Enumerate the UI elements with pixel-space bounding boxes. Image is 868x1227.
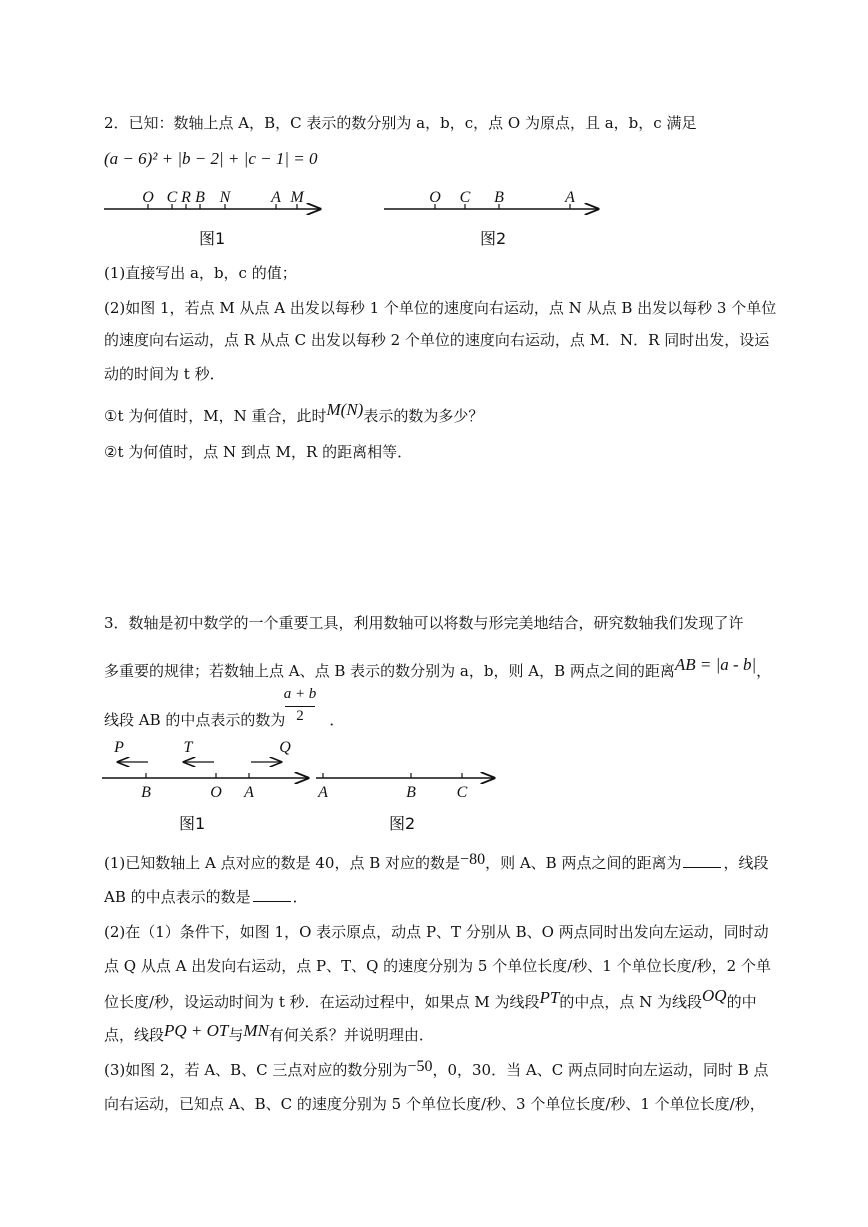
label-B: B (406, 784, 416, 801)
label-A: A (244, 784, 254, 801)
q3-part2-line1: (2)在（1）条件下，如图 1，O 表示原点，动点 P、T 分别从 B、O 两点同时出发向左运动，同时动 (104, 923, 769, 941)
q3-p2-expr: PQ + OT (164, 1021, 229, 1040)
label-B: B (141, 784, 151, 801)
q3-figure-1 (100, 735, 315, 805)
q3-frac-numerator: a + b (283, 686, 317, 702)
q2-fig2-caption: 图2 (480, 229, 507, 248)
q3-figure-2 (312, 735, 502, 805)
q3-stem-line2 (104, 655, 772, 681)
q3-fig1-caption: 图1 (179, 814, 206, 833)
q3-part2-line2: 点 Q 从点 A 出发向右运动，点 P、T、Q 的速度分别为 5 个单位长度/秒、1 个单位长度/秒，2 个单 (104, 957, 771, 975)
label-T: T (183, 739, 193, 756)
label-A: A (565, 189, 575, 206)
q2-fig1-caption: 图1 (199, 229, 226, 248)
q3-part3-line2: 向右运动，已知点 A、B、C 的速度分别为 5 个单位长度/秒、3 个单位长度/秒、1 个单位长度/秒， (104, 1095, 765, 1113)
label-M: M (290, 189, 304, 206)
q2-part2-line3: 动的时间为 t 秒． (104, 365, 225, 383)
q3-part2-line4 (104, 1021, 434, 1045)
q3-p2-l3-post: 的中 (726, 993, 757, 1011)
q2-part2-line1: (2)如图 1，若点 M 从点 A 出发以每秒 1 个单位的速度向右运动，点 N 从点 B 出发以每秒 3 个单位 (104, 299, 777, 317)
q3-part1-line1 (104, 852, 769, 873)
q2-part2-line2: 的速度向右运动，点 R 从点 C 出发以每秒 2 个单位的速度向右运动，点 M．N．R 同时出发，设运 (104, 331, 770, 349)
label-C: C (166, 189, 178, 206)
label-B: B (494, 189, 504, 206)
q3-p1-mid: ，则 A、B 两点之间的距离为 (485, 854, 682, 872)
label-O: O (210, 784, 222, 801)
q3-p1-pre: (1)已知数轴上 A 点对应的数是 40，点 B 对应的数是 (104, 854, 461, 872)
q3-p2-pt: PT (539, 988, 560, 1007)
q3-l2-pre: 多重要的规律；若数轴上点 A、点 B 表示的数分别为 a，b，则 A，B 两点之间的距离 (104, 662, 675, 680)
label-O: O (142, 189, 154, 206)
q3-frac-bar (285, 706, 315, 707)
label-A: A (318, 784, 328, 801)
q3-part1-line2 (104, 886, 308, 907)
label-R: R (181, 189, 191, 206)
label-A: A (271, 189, 281, 206)
label-P: P (114, 739, 124, 756)
label-B: B (195, 189, 205, 206)
q3-p1-l2-post: ． (292, 888, 308, 906)
q3-frac-denominator: 2 (296, 708, 304, 724)
q3-p3-post: ，0，30．当 A、C 两点同时向左运动，同时 B 点 (432, 1061, 769, 1079)
q3-fig2-caption: 图2 (389, 814, 416, 833)
q2-subquestion-1 (104, 400, 484, 426)
q3-part3-line1 (104, 1059, 769, 1080)
q3-p2-oq: OQ (702, 986, 727, 1005)
label-O: O (429, 189, 441, 206)
answer-blank-1[interactable] (683, 855, 721, 868)
answer-blank-2[interactable] (253, 889, 291, 902)
q2-subquestion-2: ②t 为何值时，点 N 到点 M，R 的距离相等． (104, 443, 413, 461)
label-C: C (459, 189, 471, 206)
q3-part2-line3 (104, 986, 757, 1012)
q2-equation: (a − 6)² + |b − 2| + |c − 1| = 0 (104, 149, 318, 168)
label-C: C (456, 784, 468, 801)
q3-p1-post: ，线段 (723, 854, 769, 872)
q2-part1: (1)直接写出 a，b，c 的值； (104, 264, 297, 282)
q2-s1-post: 表示的数为多少？ (363, 407, 484, 425)
q3-p1-value: −80 (460, 851, 486, 868)
q3-l3-pre: 线段 AB 的中点表示的数为 (104, 711, 286, 729)
q3-p2-mn: MN (243, 1021, 269, 1040)
q3-p2-l3-mid: 的中点，点 N 为线段 (559, 993, 703, 1011)
q3-stem-line1: 3．数轴是初中数学的一个重要工具，利用数轴可以将数与形完美地结合，研究数轴我们发现了许 (104, 614, 744, 632)
label-Q: Q (279, 739, 291, 756)
q3-l3-post: ． (329, 711, 345, 729)
q3-p3-value: −50 (407, 1058, 433, 1075)
q2-s1-math: M(N) (326, 400, 364, 419)
q2-s1-pre: ①t 为何值时，M，N 重合，此时 (104, 407, 327, 425)
q3-p2-l4-pre: 点，线段 (104, 1026, 165, 1044)
label-N: N (219, 189, 231, 206)
q3-p1-l2-pre: AB 的中点表示的数是 (104, 888, 251, 906)
q3-p3-pre: (3)如图 2，若 A、B、C 三点对应的数分别为 (104, 1061, 408, 1079)
q3-l2-post: ， (756, 662, 772, 680)
q3-p2-l4-post: 有何关系？并说明理由． (268, 1026, 434, 1044)
q3-p2-l4-mid: 与 (228, 1026, 244, 1044)
q2-stem-line1: 2．已知：数轴上点 A，B，C 表示的数分别为 a，b，c，点 O 为原点，且 a，b，c 满足 (104, 114, 697, 132)
q3-p2-l3-pre: 位长度/秒，设运动时间为 t 秒．在运动过程中，如果点 M 为线段 (104, 993, 540, 1011)
q3-l2-math: AB = |a - b| (674, 655, 757, 674)
